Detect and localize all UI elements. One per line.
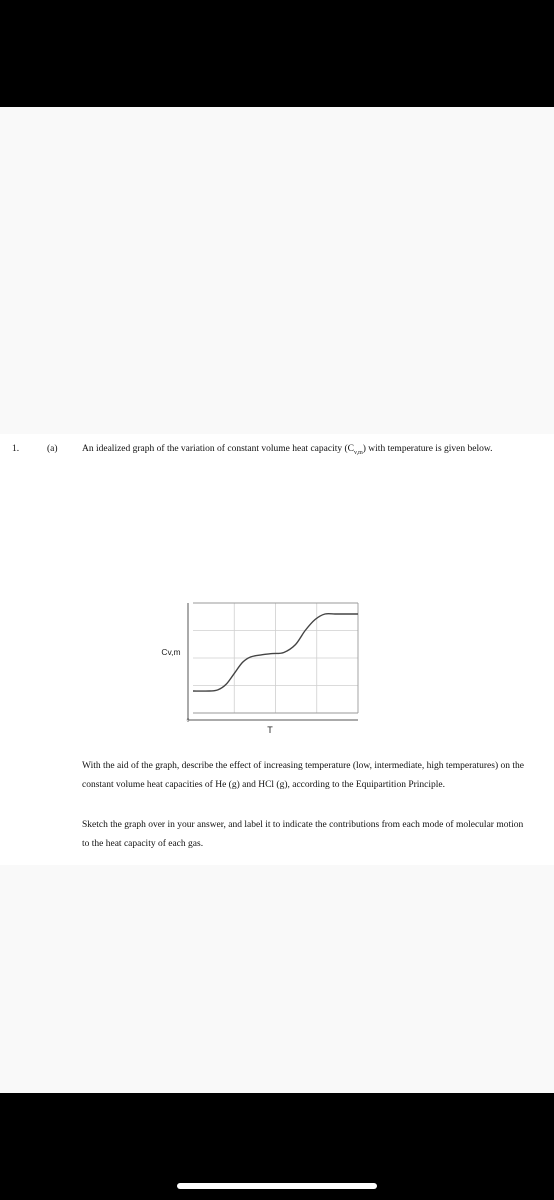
image-viewer (0, 107, 554, 1093)
chart-origin-label: 0 (186, 718, 190, 724)
question-intro (82, 440, 532, 463)
question-number: 1. (12, 444, 20, 454)
document-page (0, 434, 554, 865)
intro-text-end: ) with temperature is given below. (362, 444, 493, 454)
question-paragraph-1: With the aid of the graph, describe the effect of increasing temperature (low, intermediate, high temperatures) on the constant volume heat capacities of He (g) and HCl (g), according to the Equipartition Principle. (82, 761, 524, 790)
intro-text-start: An idealized graph of the variation of constant volume heat capacity (C (82, 444, 354, 454)
home-indicator[interactable] (177, 1183, 377, 1189)
heat-capacity-chart (150, 600, 370, 740)
chart-x-label: T (267, 725, 273, 735)
question-paragraph-2: Sketch the graph over in your answer, and label it to indicate the contributions from each mode of molecular motion to the heat capacity of each gas. (82, 820, 524, 849)
intro-symbol-subscript: v,m (353, 449, 363, 456)
chart-y-label: Cv,m (161, 647, 181, 657)
chart-grid (188, 603, 358, 720)
question-part: (a) (47, 444, 58, 454)
